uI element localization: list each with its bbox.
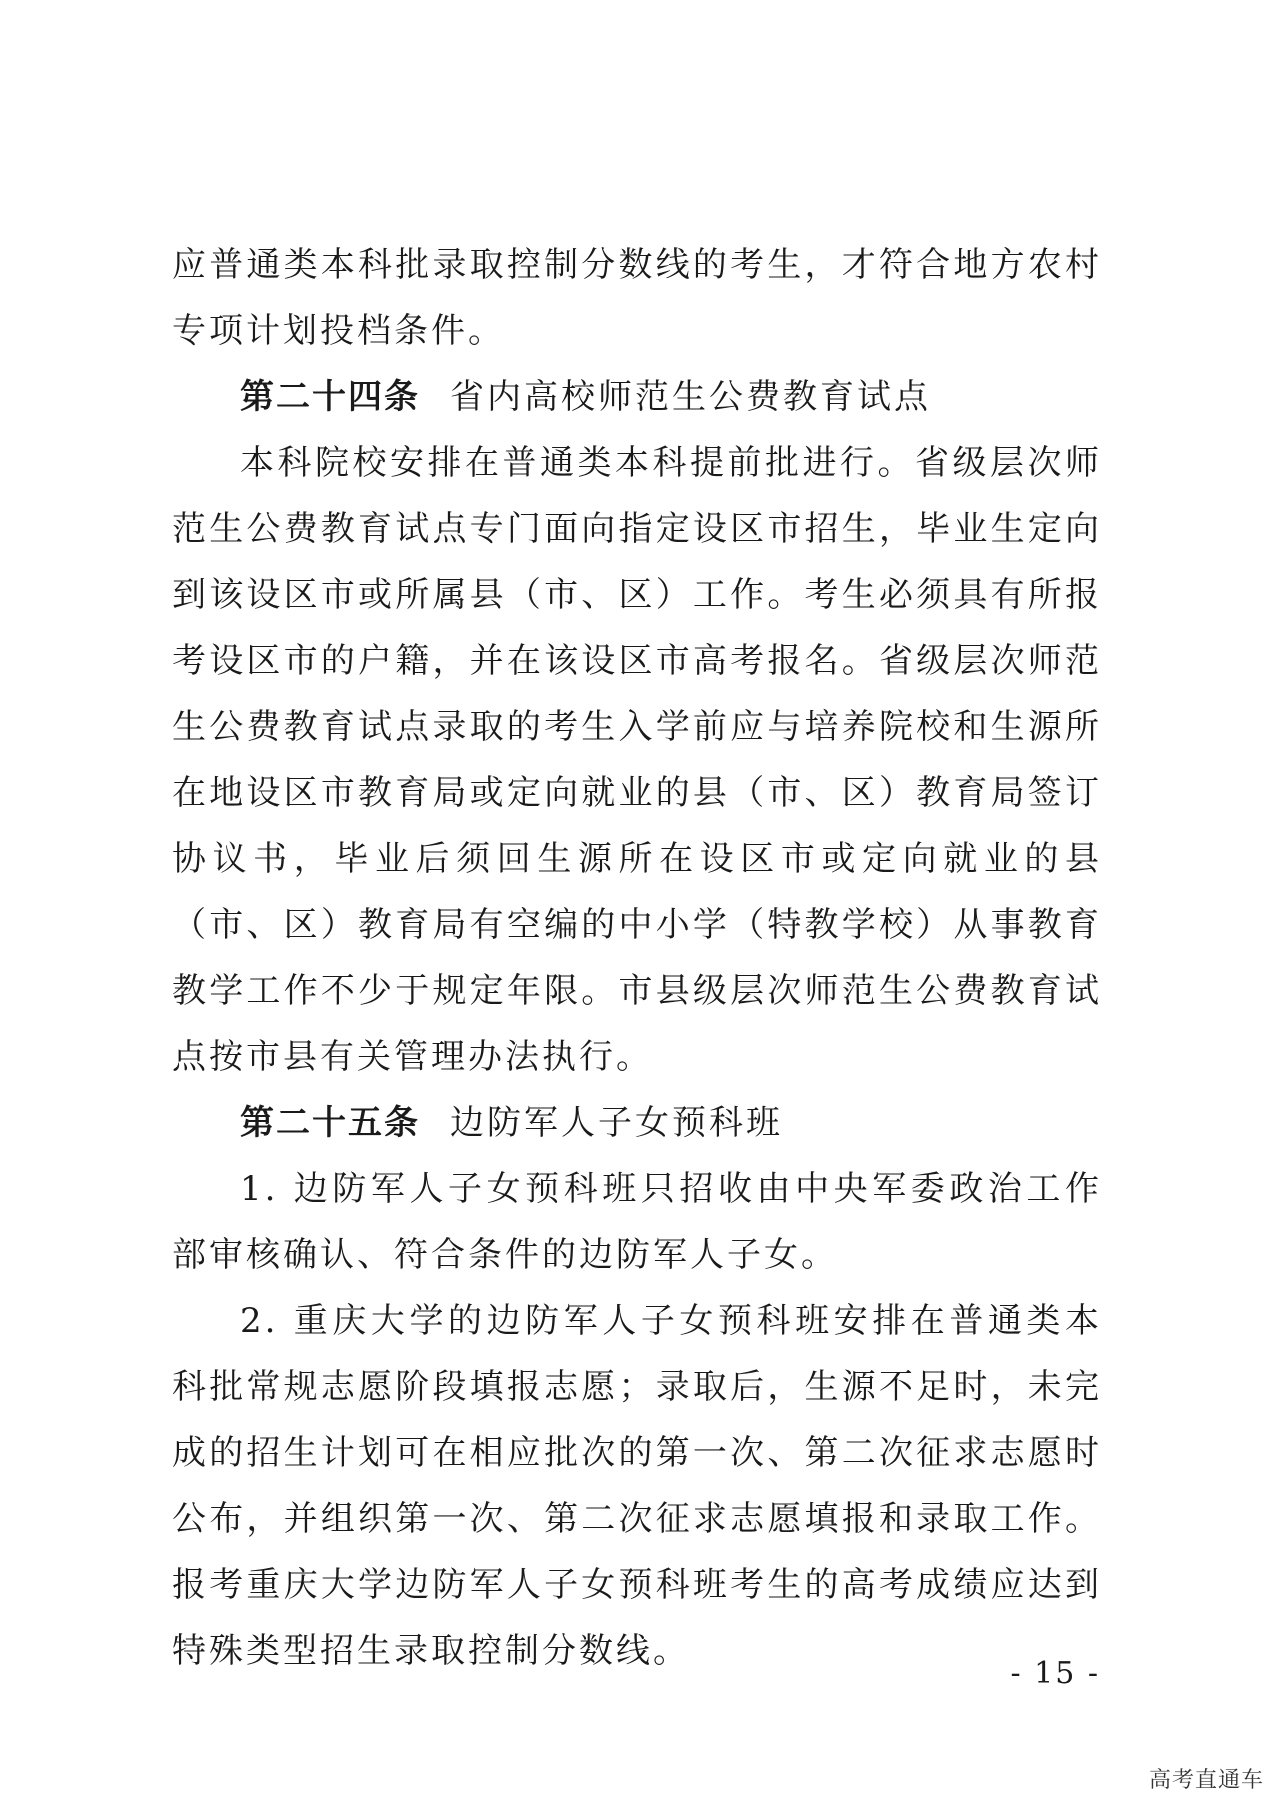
article-25-number: 第二十五条 (240, 1103, 420, 1143)
article-24-number: 第二十四条 (240, 377, 420, 417)
article-24-paragraph: 本科院校安排在普通类本科提前批进行。省级层次师范生公费教育试点专门面向指定设区市招生，毕业生定向到该设区市或所属县（市、区）工作。考生必须具有所报考设区市的户籍，并在该设区市高考报名。省级层次师范生公费教育试点录取的考生入学前应与培养院校和生源所在地设区市教育局或定向就业的县（市、区）教育局签订协议书，毕业后须回生源所在设区市或定向就业的县（市、区）教育局有空编的中小学（特教学校）从事教育教学工作不少于规定年限。市县级层次师范生公费教育试点按市县有关管理办法执行。 (172, 443, 1102, 1077)
article-25-title: 边防军人子女预科班 (450, 1103, 783, 1143)
watermark-label: 高考直通车 (1148, 1768, 1264, 1793)
document-body (172, 232, 1102, 1684)
article-24-title: 省内高校师范生公费教育试点 (450, 377, 931, 417)
article-25-item-1: 1. 边防军人子女预科班只招收由中央军委政治工作部审核确认、符合条件的边防军人子女。 (172, 1169, 1102, 1275)
page-number: - 15 - (1010, 1656, 1100, 1691)
article-25-heading (172, 1090, 1102, 1156)
article-24-heading (172, 364, 1102, 430)
paragraph-continued: 应普通类本科批录取控制分数线的考生，才符合地方农村专项计划投档条件。 (172, 245, 1102, 351)
article-25-item-2: 2. 重庆大学的边防军人子女预科班安排在普通类本科批常规志愿阶段填报志愿；录取后，生源不足时，未完成的招生计划可在相应批次的第一次、第二次征求志愿时公布，并组织第一次、第二次征求志愿填报和录取工作。报考重庆大学边防军人子女预科班考生的高考成绩应达到特殊类型招生录取控制分数线。 (172, 1301, 1102, 1671)
